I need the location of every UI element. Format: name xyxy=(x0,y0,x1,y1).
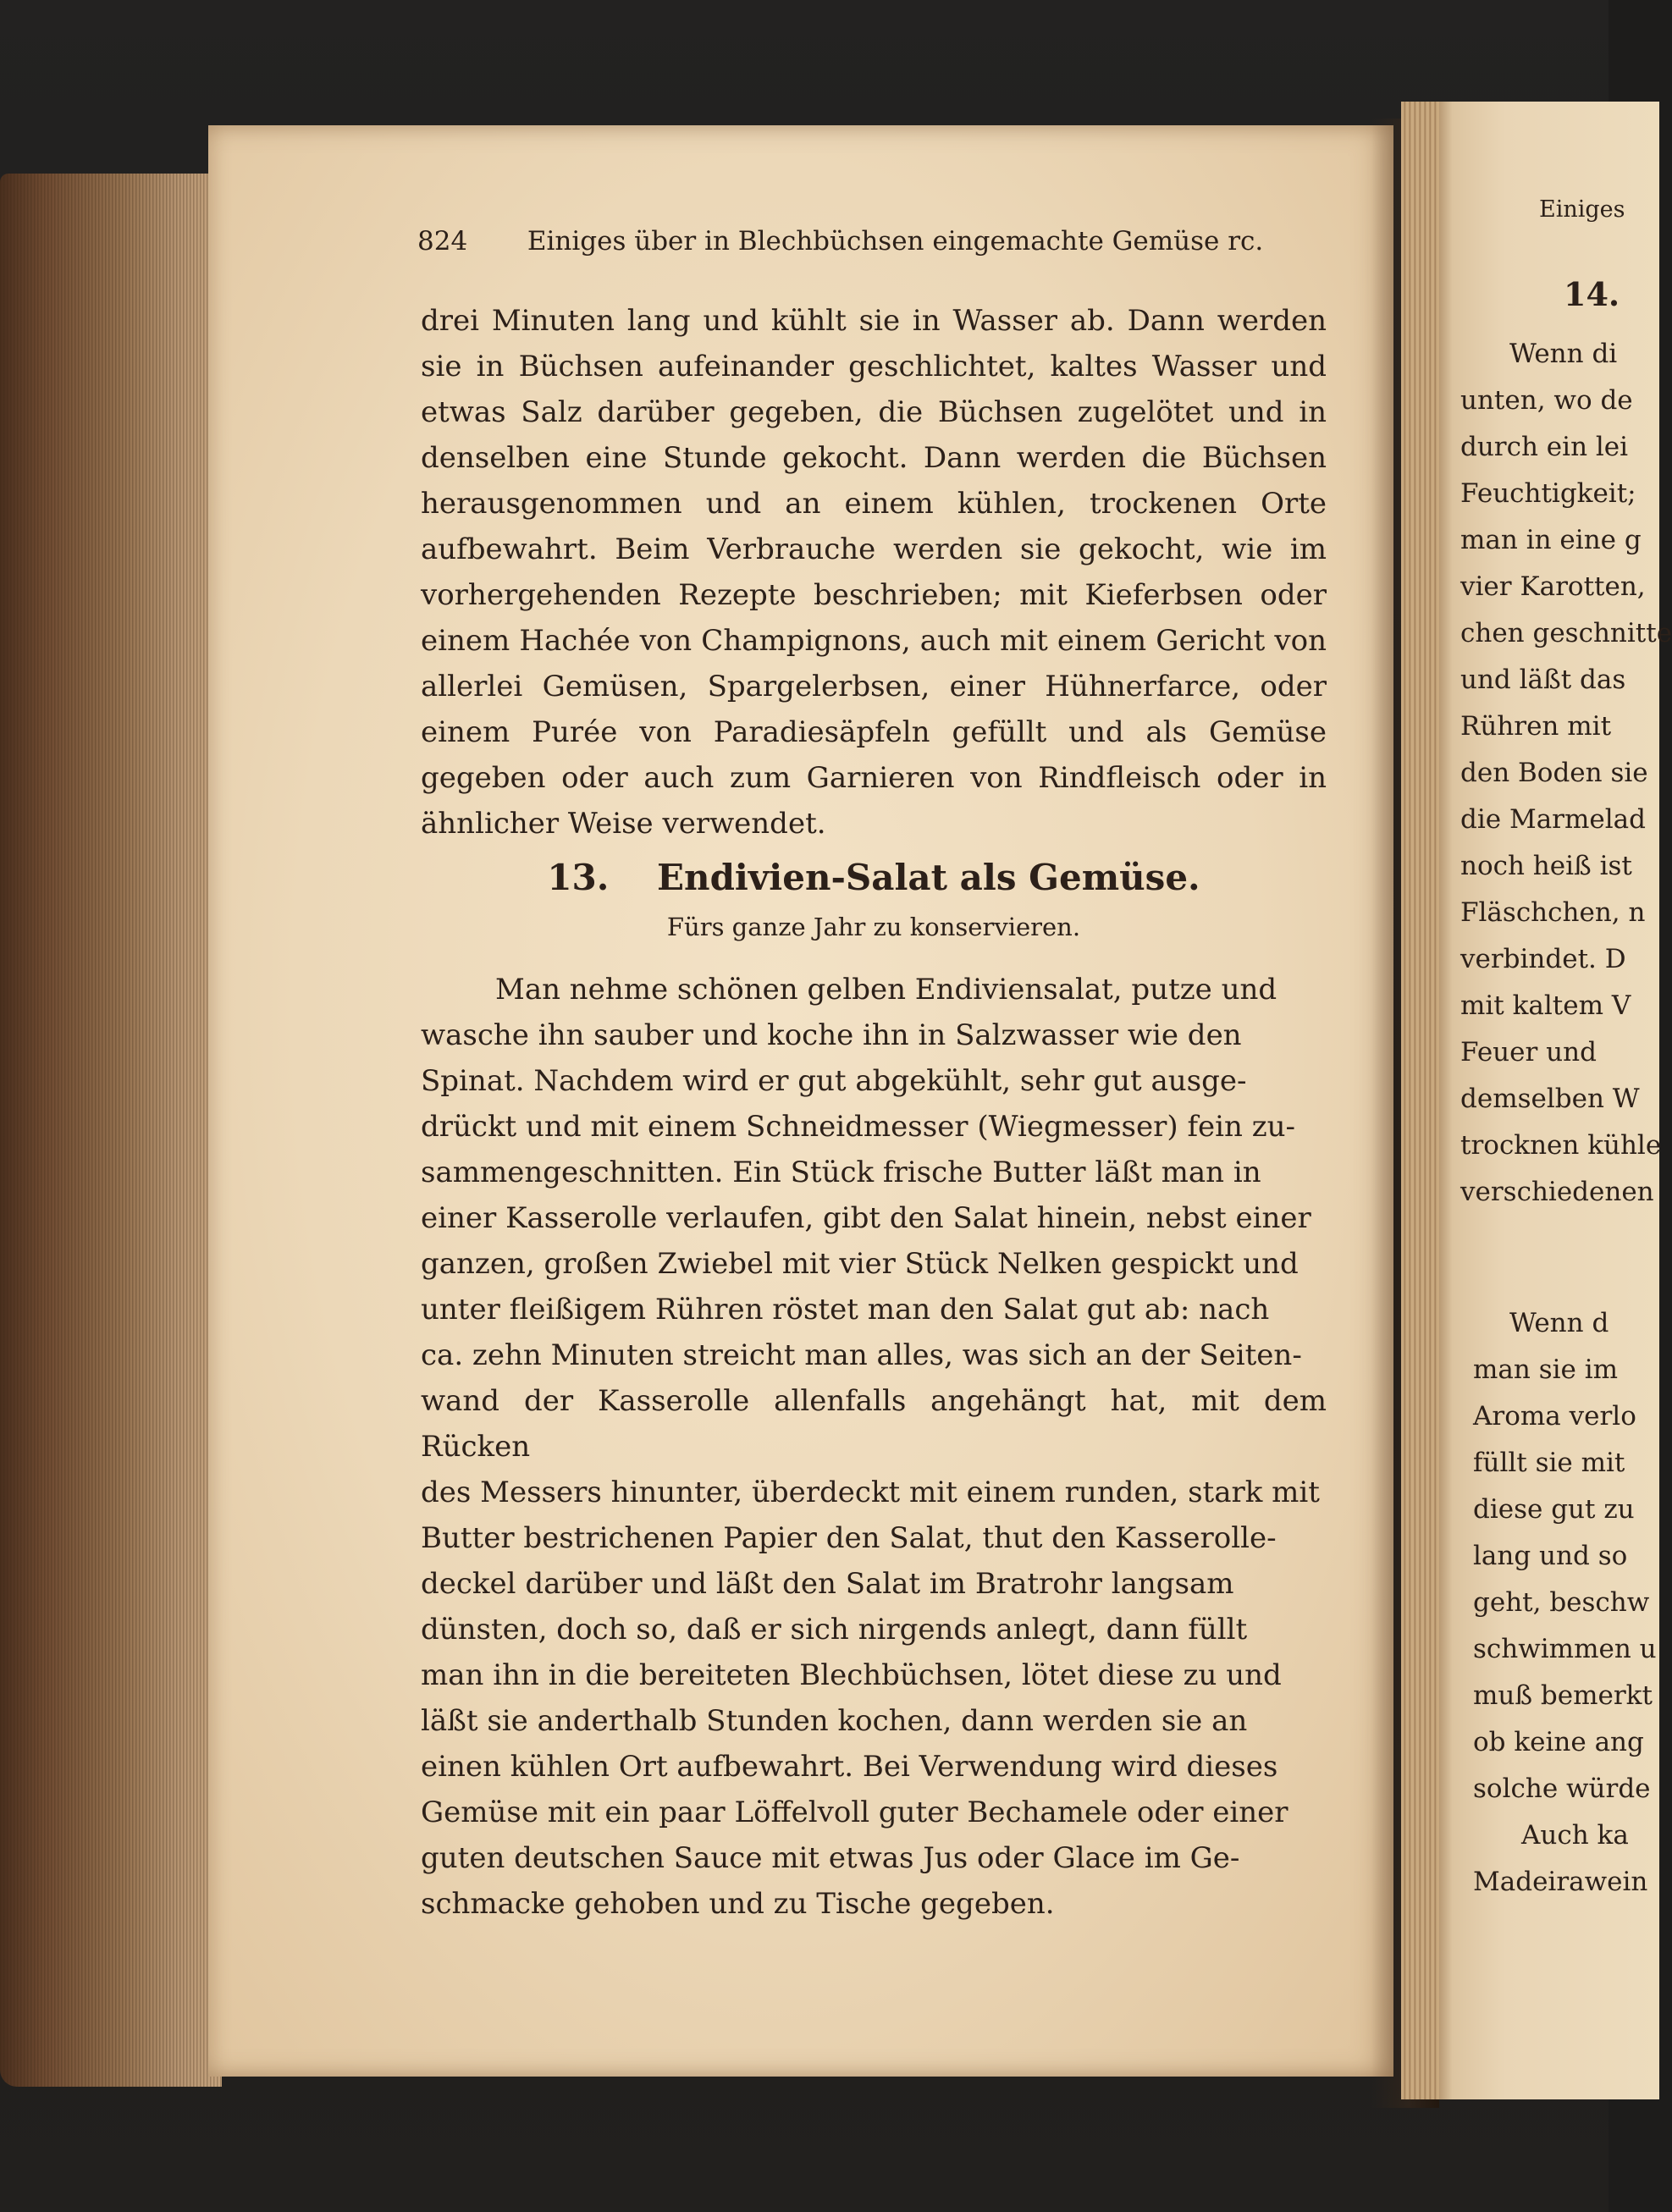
recipe-line: guten deutschen Sauce mit etwas Jus oder Glace im Ge- xyxy=(421,1841,1240,1875)
right-line: trocknen kühle xyxy=(1460,1130,1662,1161)
right-page-edge xyxy=(1401,102,1439,2099)
recipe-line: schmacke gehoben und zu Tische gegeben. xyxy=(421,1887,1055,1921)
recipe-paragraph xyxy=(421,967,1327,1927)
right-line: schwimmen u xyxy=(1473,1634,1657,1664)
recipe-subtitle: Fürs ganze Jahr zu konservieren. xyxy=(666,913,1081,941)
recipe-line: drückt und mit einem Schneidmesser (Wiegmesser) fein zu- xyxy=(421,1110,1296,1144)
recipe-line: einen kühlen Ort aufbewahrt. Bei Verwendung wird dieses xyxy=(421,1750,1278,1784)
recipe-line: Spinat. Nachdem wird er gut abgekühlt, sehr gut ausge- xyxy=(421,1064,1247,1098)
recipe-line: dünsten, doch so, daß er sich nirgends anlegt, dann füllt xyxy=(421,1613,1248,1647)
right-line: und läßt das xyxy=(1460,665,1626,695)
recipe-line: Gemüse mit ein paar Löffelvoll guter Bechamele oder einer xyxy=(421,1796,1288,1829)
right-line: Auch ka xyxy=(1521,1820,1629,1851)
recipe-line: man ihn in die bereiteten Blechbüchsen, lötet diese zu und xyxy=(421,1658,1282,1692)
recipe-line: ganzen, großen Zwiebel mit vier Stück Nelken gespickt und xyxy=(421,1247,1299,1281)
page-number: 824 xyxy=(417,226,468,257)
recipe-line: des Messers hinunter, überdeckt mit einem runden, stark mit xyxy=(421,1476,1320,1509)
recipe-title: Endivien-Salat als Gemüse. xyxy=(657,857,1200,898)
recipe-line: einer Kasserolle verlaufen, gibt den Salat hinein, nebst einer xyxy=(421,1201,1311,1235)
right-line: verbindet. D xyxy=(1460,944,1626,974)
right-line: Feuer und xyxy=(1460,1037,1597,1067)
recipe-line: ca. zehn Minuten streicht man alles, was sich an der Seiten- xyxy=(421,1338,1302,1372)
right-line: durch ein lei xyxy=(1460,432,1629,462)
right-line: den Boden sie xyxy=(1460,758,1648,788)
running-title: Einiges über in Blechbüchsen eingemachte Gemüse rc. xyxy=(527,226,1264,257)
right-line: ob keine ang xyxy=(1473,1727,1644,1757)
recipe-line: deckel darüber und läßt den Salat im Bratrohr langsam xyxy=(421,1567,1234,1601)
right-line: Feuchtigkeit; xyxy=(1460,478,1636,509)
right-line: Madeirawein xyxy=(1473,1867,1648,1897)
book-fore-edge xyxy=(0,174,222,2087)
recipe-number: 13. xyxy=(547,857,610,898)
right-line: man in eine g xyxy=(1460,525,1642,555)
right-line: unten, wo de xyxy=(1460,385,1633,416)
right-line: diese gut zu xyxy=(1473,1494,1635,1525)
recipe-line: wand der Kasserolle allenfalls angehängt hat, mit dem Rücken xyxy=(421,1384,1327,1464)
recipe-line: Man nehme schönen gelben Endiviensalat, putze und xyxy=(495,973,1277,1007)
recipe-heading xyxy=(421,852,1327,903)
right-line: füllt sie mit xyxy=(1473,1448,1625,1478)
right-line: mit kaltem V xyxy=(1460,990,1631,1021)
right-line: chen geschnitte xyxy=(1460,618,1672,648)
recipe-line: wasche ihn sauber und koche ihn in Salzwasser wie den xyxy=(421,1018,1242,1052)
right-line: Wenn d xyxy=(1509,1308,1609,1338)
right-line: Aroma verlo xyxy=(1473,1401,1636,1431)
right-line: man sie im xyxy=(1473,1354,1619,1385)
continuation-paragraph: drei Minuten lang und kühlt sie in Wasser ab. Dann werden sie in Büchsen aufeinander geschlichtet, kaltes Wasser und etwas Salz darüber gegeben, die Büchsen zugelötet und in denselben eine Stunde gekocht. Dann werden die Büchsen herausgenommen und an einem kühlen, trockenen Orte aufbewahrt. Beim Verbrauche werden sie gekocht, wie im vorhergehenden Rezepte beschrieben; mit Kieferbsen oder einem Hachée von Champignons, auch mit einem Gericht von allerlei Gemüsen, Spargelerbsen, einer Hühnerfarce, oder einem Purée von Paradiesäpfeln gefüllt und als Gemüse gegeben oder auch zum Garnieren von Rindfleisch oder in ähnlicher Weise verwendet. xyxy=(421,304,1327,841)
right-recipe-number: 14. xyxy=(1564,275,1620,313)
right-running-title: Einiges xyxy=(1539,196,1625,223)
right-line: solche würde xyxy=(1473,1773,1651,1804)
right-line: verschiedenen xyxy=(1460,1177,1654,1207)
recipe-line: sammengeschnitten. Ein Stück frische Butter läßt man in xyxy=(421,1156,1261,1189)
right-line: lang und so xyxy=(1473,1541,1628,1571)
right-line: Wenn di xyxy=(1509,339,1618,369)
recipe-line: Butter bestrichenen Papier den Salat, thut den Kasserolle- xyxy=(421,1521,1277,1555)
right-line: demselben W xyxy=(1460,1084,1640,1114)
recipe-line: läßt sie anderthalb Stunden kochen, dann werden sie an xyxy=(421,1704,1248,1738)
right-line: Rühren mit xyxy=(1460,711,1612,742)
right-line: noch heiß ist xyxy=(1460,851,1632,881)
right-line: die Marmelad xyxy=(1460,804,1646,835)
running-head xyxy=(417,220,1264,262)
recipe-line: unter fleißigem Rühren röstet man den Salat gut ab: nach xyxy=(421,1293,1270,1327)
right-line: Fläschchen, n xyxy=(1460,897,1646,928)
right-line: geht, beschw xyxy=(1473,1587,1650,1618)
right-line: vier Karotten, xyxy=(1460,571,1646,602)
right-line: muß bemerkt xyxy=(1473,1680,1653,1711)
